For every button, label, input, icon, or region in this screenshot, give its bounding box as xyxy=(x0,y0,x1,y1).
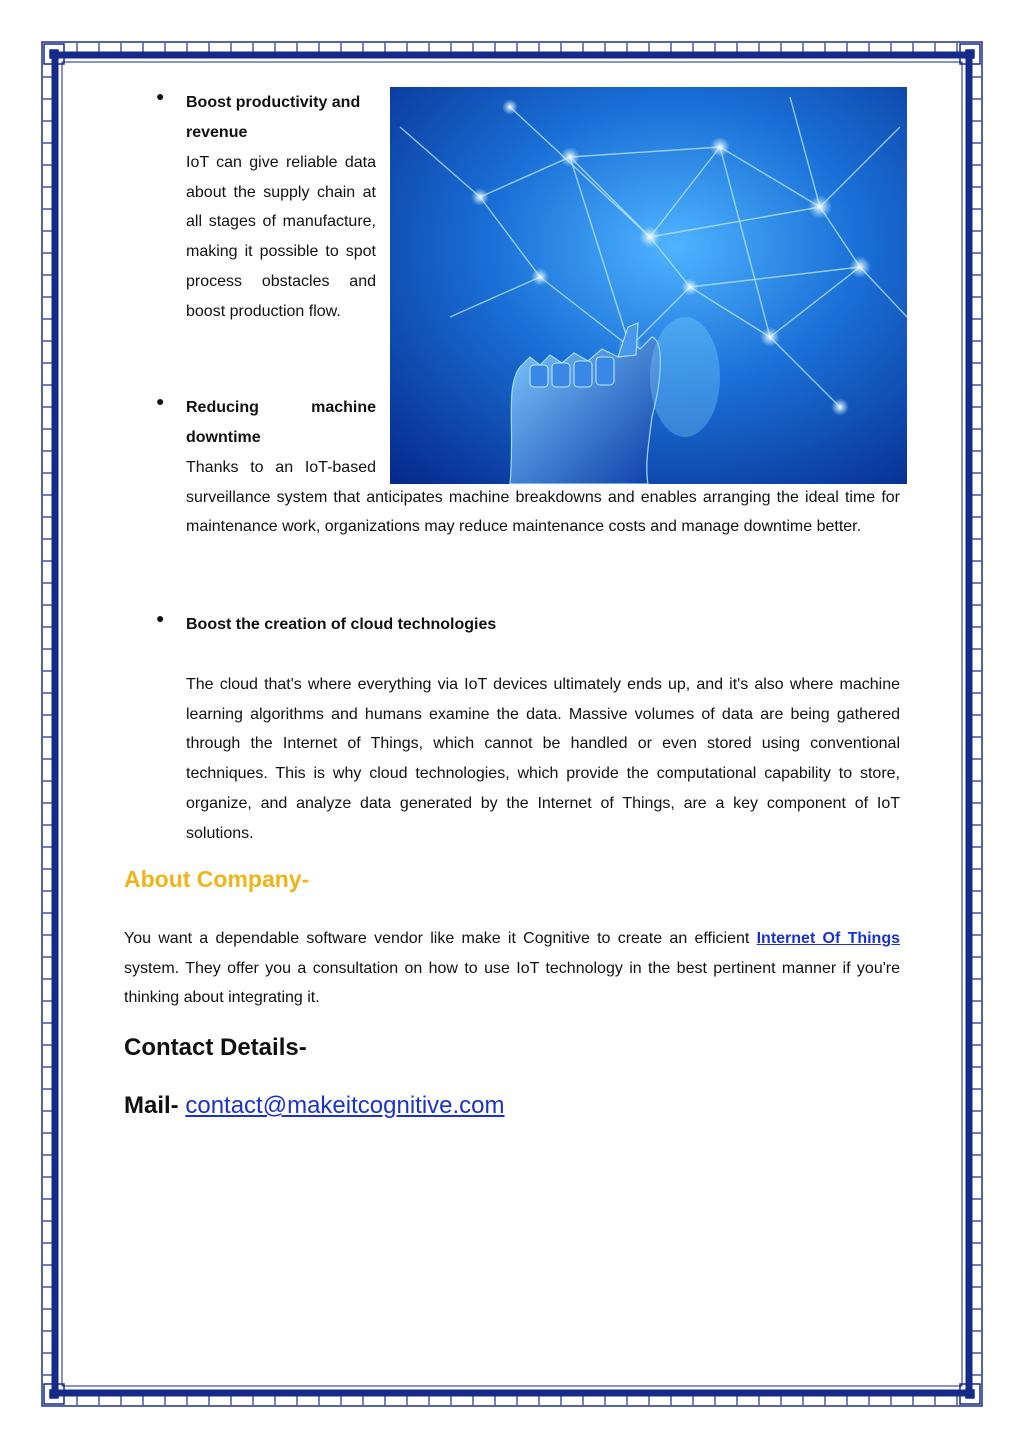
about-paragraph xyxy=(124,924,900,1013)
email-link[interactable]: contact@makeitcognitive.com xyxy=(185,1092,505,1119)
contact-heading: Contact Details- xyxy=(124,1034,307,1061)
internet-of-things-link[interactable]: Internet Of Things xyxy=(756,930,901,947)
bullet-cloud xyxy=(124,610,900,848)
bullet-text-rest: surveillance system that anticipates machine breakdowns and enables arranging the ideal time for maintenance work, organizations may reduce maintenance costs and manage downtime better. xyxy=(186,488,900,536)
bullet-title: Reducing machine downtime xyxy=(186,399,376,446)
bullet-icon: ● xyxy=(156,610,165,626)
bullet-icon: ● xyxy=(156,88,165,104)
bullet-text: IoT can give reliable data about the supply chain at all stages of manufacture, making it possible to spot process obstacles and boost production flow. xyxy=(186,154,376,320)
bullet-icon: ● xyxy=(156,393,165,409)
bullet-productivity xyxy=(124,88,376,326)
about-text-after: system. They offer you a consultation on how to use IoT technology in the best pertinent manner if you're thinking about integrating it. xyxy=(124,959,900,1007)
bullet-downtime xyxy=(124,393,900,542)
bullet-text-start: Thanks to an IoT-based xyxy=(186,459,376,476)
bullet-title: Boost productivity and revenue xyxy=(186,94,361,141)
mail-line xyxy=(124,1092,505,1120)
about-text-before: You want a dependable software vendor like make it Cognitive to create an efficient xyxy=(124,930,750,947)
mail-label: Mail- xyxy=(124,1092,179,1119)
bullet-text: The cloud that's where everything via IoT devices ultimately ends up, and it's also where machine learning algorithms and humans examine the data. Massive volumes of data are being gathered through the Internet of Things, which cannot be handled or even stored using conventional techniques. This is why cloud technologies, which provide the computational capability to store, organize, and analyze data generated by the Internet of Things, are a key component of IoT solutions. xyxy=(186,676,900,842)
bullet-title: Boost the creation of cloud technologies xyxy=(186,616,497,633)
about-heading: About Company- xyxy=(124,866,310,892)
